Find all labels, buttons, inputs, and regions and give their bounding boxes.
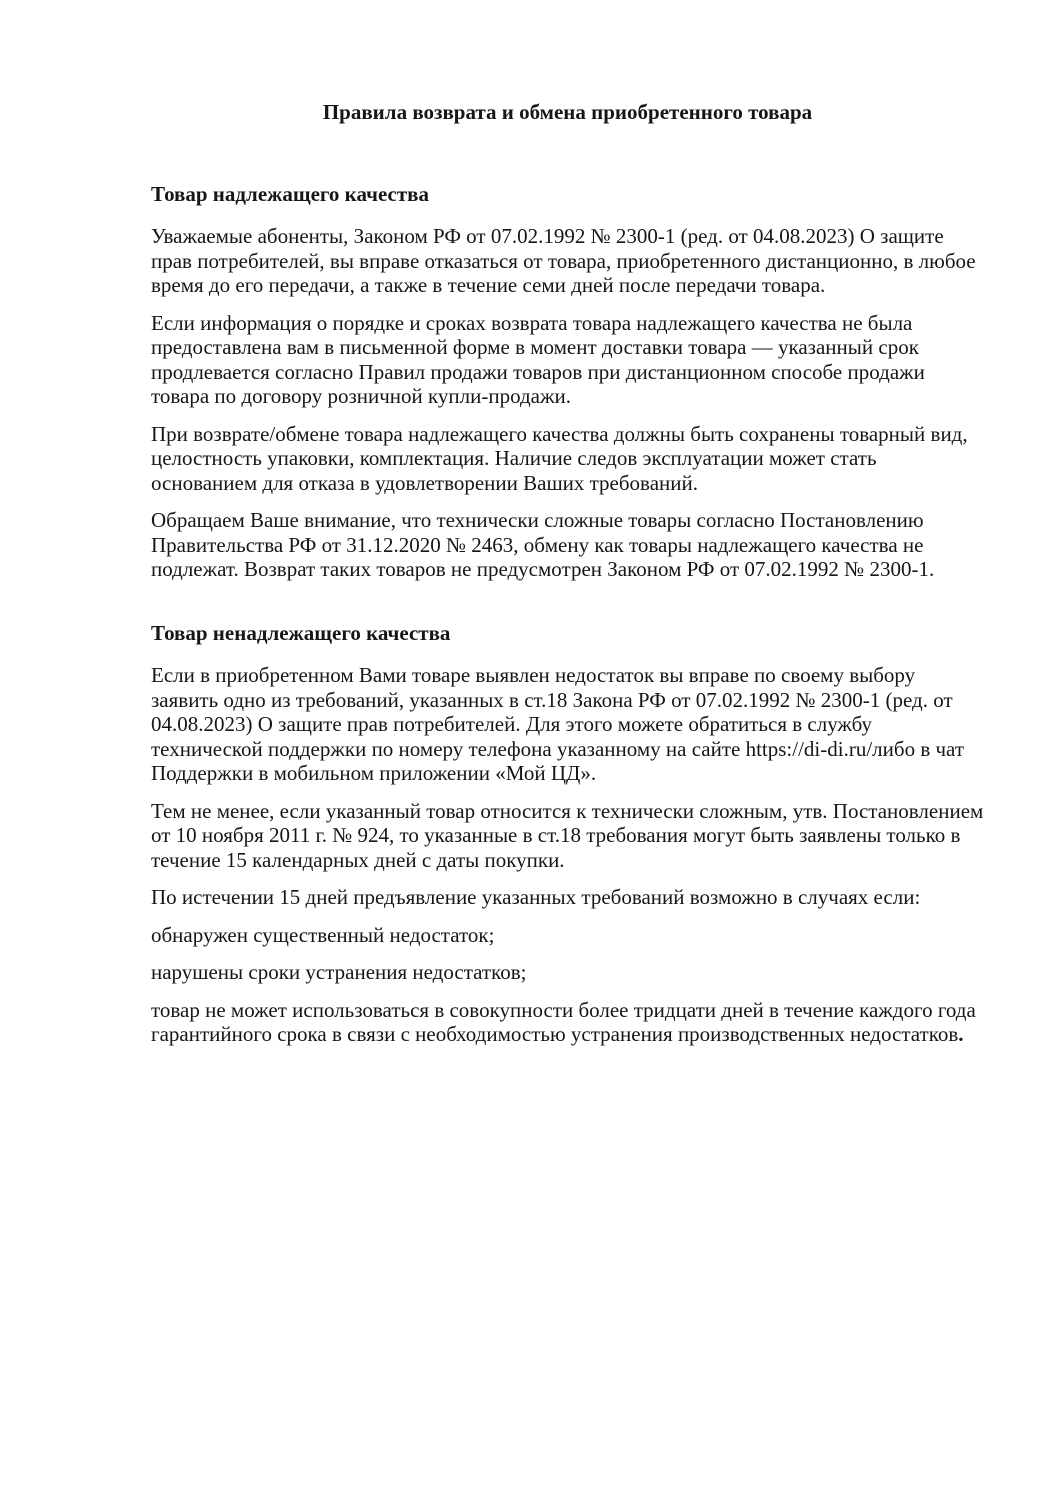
paragraph-technically-complex-goods: Обращаем Ваше внимание, что технически сложные товары согласно Постановлению Правительства РФ от 31.12.2020 № 2463, обмену как товары надлежащего качества не подлежат. Возврат таких товаров не предусмотрен Законом РФ от 07.02.1992 № 2300-1. [151,508,935,581]
paragraph-case-thirty-days-unusable [151,998,984,1047]
paragraph-condition-requirements: При возврате/обмене товара надлежащего качества должны быть сохранены товарный вид, целостность упаковки, комплектация. Наличие следов эксплуатации может стать основанием для отказа в удовлетворении Ваших требований. [151,421,968,495]
paragraph-case-repair-deadlines: нарушены сроки устранения недостатков; [151,960,527,984]
section-improper-quality [151,621,984,1047]
paragraph-distance-purchase-refusal: Уважаемые абоненты, Законом РФ от 07.02.1992 № 2300-1 (ред. от 04.08.2023) О защите прав потребителей, вы вправе отказаться от товара, приобретенного дистанционно, в любое время до его передачи, а также в течение семи дней после передачи товара. [151,224,976,297]
document-title: Правила возврата и обмена приобретенного товара [322,100,813,124]
section-proper-quality [151,182,984,582]
paragraph-case-thirty-days-unusable-text: товар не может использоваться в совокупности более тридцати дней в течение каждого года гарантийного срока в связи с необходимостью устранения производственных недостатков [151,997,976,1046]
section-improper-quality-heading: Товар ненадлежащего качества [151,620,451,645]
paragraph-defect-claims: Если в приобретенном Вами товаре выявлен недостаток вы вправе по своему выбору заявить одно из требований, указанных в ст.18 Закона РФ от 07.02.1992 № 2300-1 (ред. от 04.08.2023) О защите прав потребителей. Для этого можете обратиться в службу технической поддержки по номеру телефона указанному на сайте https://di-di.ru/либо в чат Поддержки в мобильном приложении «Мой ЦД». [151,663,965,785]
paragraph-15-days-limit: Тем не менее, если указанный товар относится к технически сложным, утв. Постановлением от 10 ноября 2011 г. № 924, то указанные в ст.18 требования могут быть заявлены только в течение 15 календарных дней с даты покупки. [151,798,984,872]
final-bold-period: . [958,1022,964,1046]
paragraph-return-term-extension: Если информация о порядке и сроках возврата товара надлежащего качества не была предоставлена вам в письменной форме в момент доставки товара — указанный срок продлевается согласно Правил продажи товаров при дистанционном способе продажи товара по договору розничной купли-продажи. [151,310,925,408]
section-proper-quality-heading: Товар надлежащего качества [151,181,430,206]
paragraph-case-significant-defect: обнаружен существенный недостаток; [151,922,495,947]
paragraph-after-15-days-cases: По истечении 15 дней предъявление указанных требований возможно в случаях если: [151,885,921,909]
